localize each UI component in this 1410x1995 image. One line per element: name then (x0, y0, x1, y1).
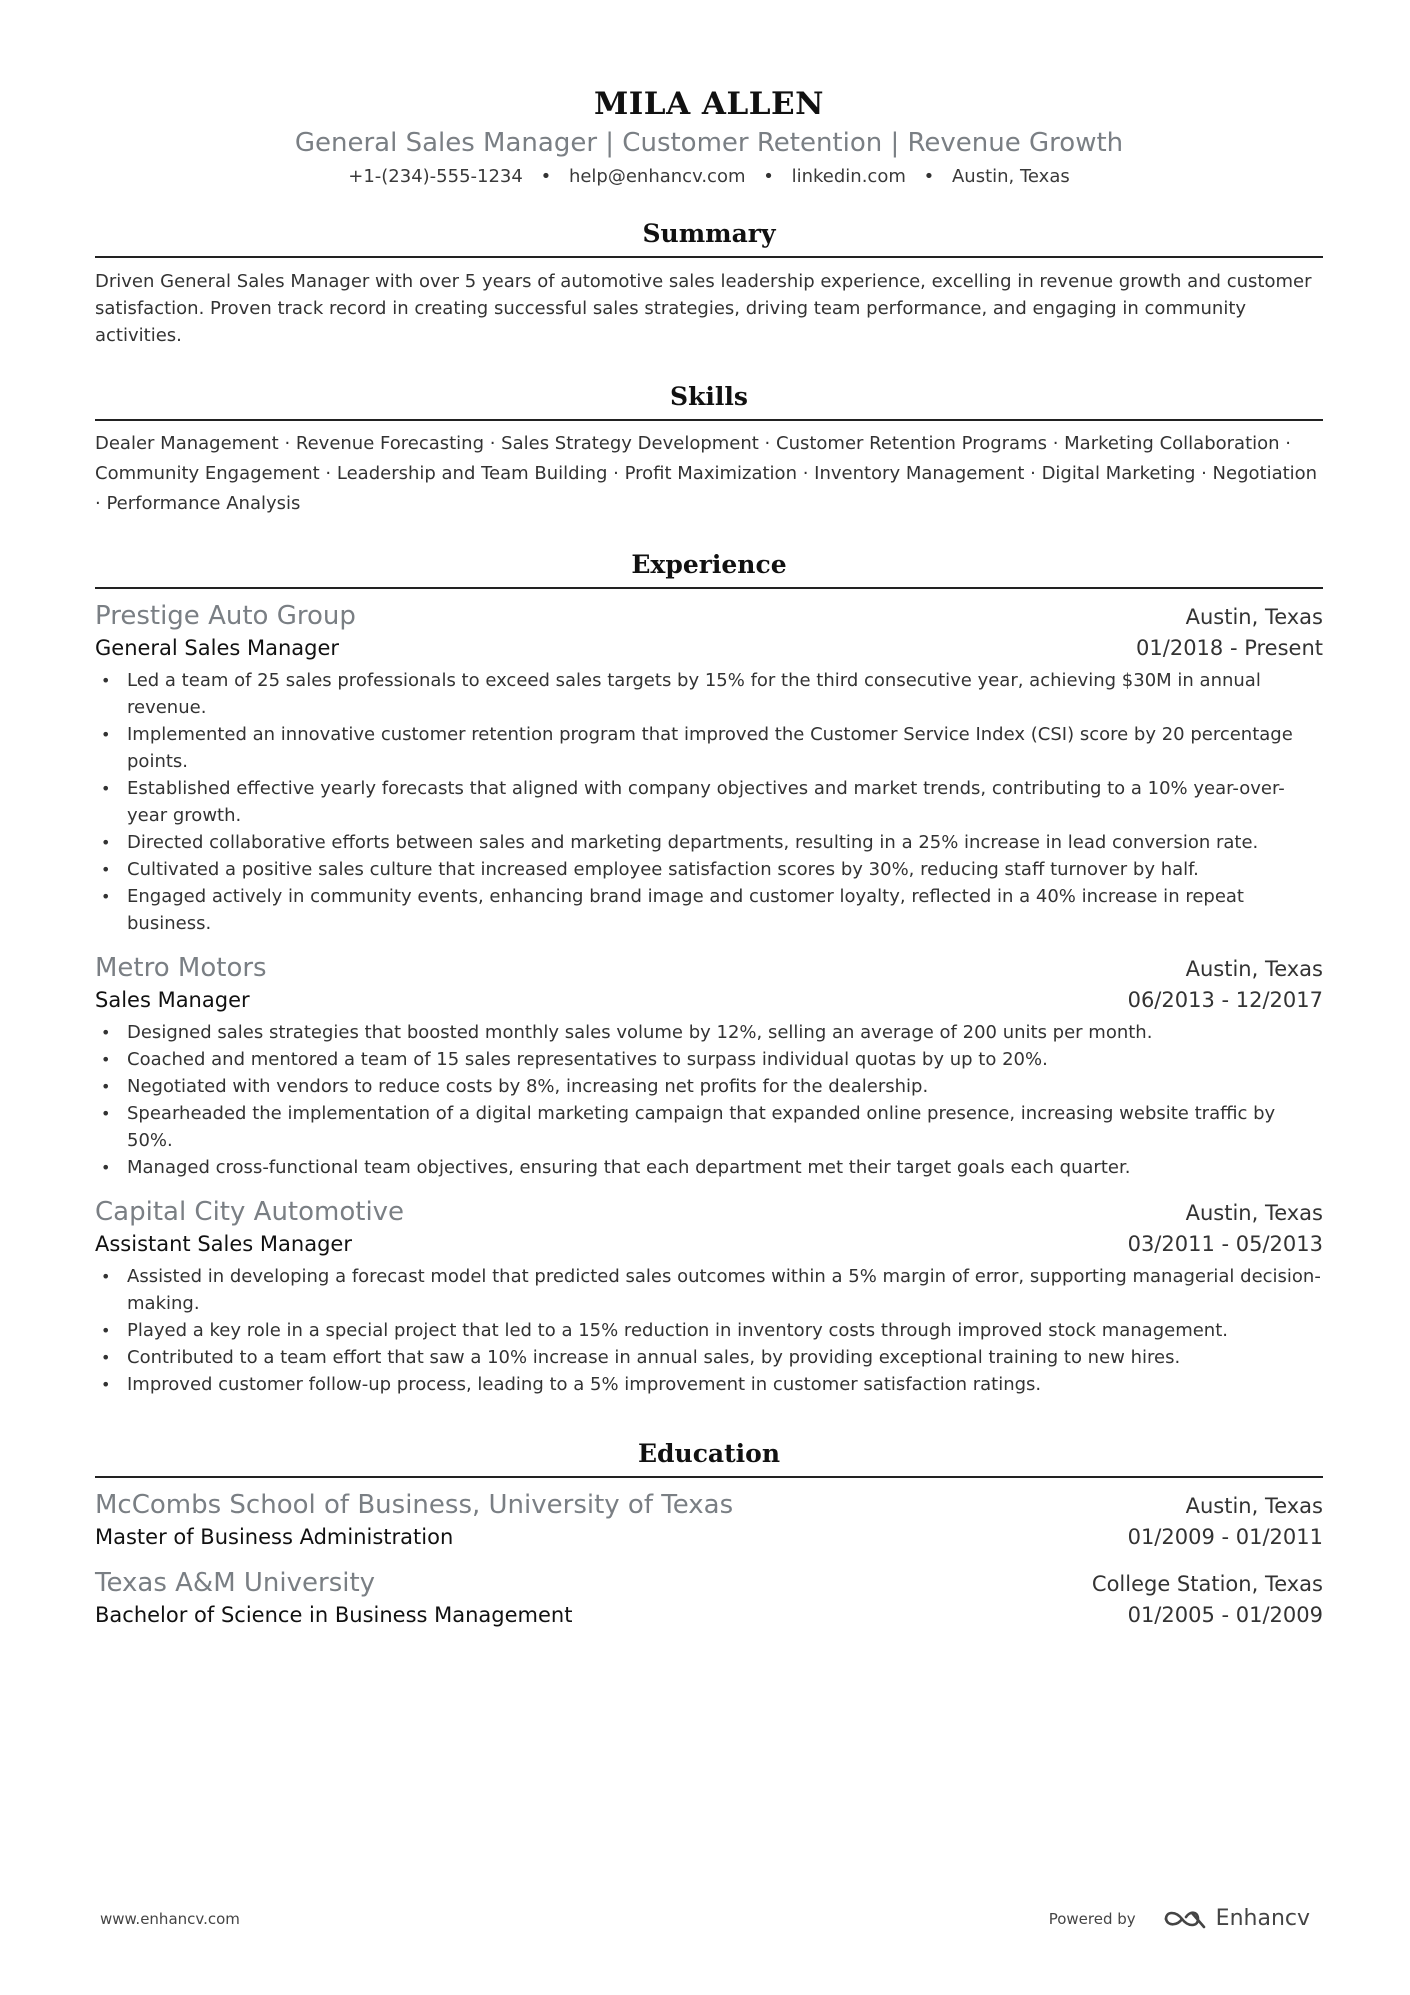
list-item: • Established effective yearly forecasts that aligned with company objectives and market trends, contributing to a 10% year-over-year growth. (95, 775, 1323, 829)
list-item: • Implemented an innovative customer retention program that improved the Customer Service Index (CSI) score by 20 percentage points. (95, 721, 1323, 775)
education-dates: 01/2009 - 01/2011 (1127, 1525, 1323, 1549)
degree: Bachelor of Science in Business Management (95, 1603, 573, 1627)
job-dates: 06/2013 - 12/2017 (1127, 988, 1323, 1012)
brand-name: Enhancv (1215, 1906, 1310, 1931)
skills-list: Dealer Management · Revenue Forecasting · Sales Strategy Development · Customer Retention Programs · Marketing Collaboration · Community Engagement · Leadership and Team Building · Profit Maximization · Inventory Management · Digital Marketing · Negotiation · Performance Analysis (95, 433, 1318, 514)
job-location: Austin, Texas (1185, 1201, 1323, 1225)
page-footer (100, 1906, 1310, 1931)
list-item: • Contributed to a team effort that saw a 10% increase in annual sales, by providing exceptional training to new hires. (95, 1344, 1323, 1371)
job-title: Assistant Sales Manager (95, 1232, 352, 1256)
list-item: • Led a team of 25 sales professionals to exceed sales targets by 15% for the third consecutive year, achieving $30M in annual revenue. (95, 667, 1323, 721)
list-item: • Played a key role in a special project that led to a 15% reduction in inventory costs through improved stock management. (95, 1317, 1323, 1344)
enhancv-brand[interactable] (1162, 1906, 1310, 1931)
list-item: • Cultivated a positive sales culture that increased employee satisfaction scores by 30%, reducing staff turnover by half. (95, 856, 1323, 883)
job-title: Sales Manager (95, 988, 250, 1012)
school-location: Austin, Texas (1185, 1494, 1323, 1518)
powered-by (1049, 1906, 1310, 1931)
experience-entry (95, 599, 1323, 937)
education-entry (95, 1566, 1323, 1630)
degree: Master of Business Administration (95, 1525, 454, 1549)
list-item: • Assisted in developing a forecast model that predicted sales outcomes within a 5% margin of error, supporting managerial decision-making. (95, 1263, 1323, 1317)
school-location: College Station, Texas (1091, 1572, 1323, 1596)
company-name: Capital City Automotive (95, 1197, 405, 1227)
resume-page (95, 0, 1323, 1630)
job-location: Austin, Texas (1185, 957, 1323, 981)
job-dates: 01/2018 - Present (1136, 636, 1323, 660)
website-link[interactable]: www.enhancv.com (100, 1909, 240, 1928)
job-location: Austin, Texas (1185, 605, 1323, 629)
contact-separator: • (540, 166, 552, 187)
list-item: • Negotiated with vendors to reduce costs by 8%, increasing net profits for the dealership. (95, 1073, 1323, 1100)
candidate-headline: General Sales Manager | Customer Retention | Revenue Growth (294, 128, 1124, 158)
linkedin-link[interactable]: linkedin.com (791, 166, 906, 187)
job-title: General Sales Manager (95, 636, 340, 660)
summary-section (95, 216, 1323, 349)
contact-separator: • (763, 166, 774, 187)
education-section (95, 1436, 1323, 1630)
phone-number: +1-(234)-555-1234 (348, 166, 523, 187)
experience-entry (95, 951, 1323, 1181)
skills-title: Skills (95, 379, 1323, 421)
list-item: • Improved customer follow-up process, leading to a 5% improvement in customer satisfaction ratings. (95, 1371, 1323, 1398)
resume-header (95, 0, 1323, 190)
job-bullets (95, 1019, 1323, 1181)
list-item: • Managed cross-functional team objectives, ensuring that each department met their target goals each quarter. (95, 1154, 1323, 1181)
education-dates: 01/2005 - 01/2009 (1127, 1603, 1323, 1627)
job-bullets (95, 1263, 1323, 1398)
company-name: Prestige Auto Group (95, 601, 356, 631)
summary-text: Driven General Sales Manager with over 5 years of automotive sales leadership experience, excelling in revenue growth and customer satisfaction. Proven track record in creating successful sales strategies, driving team performance, and engaging in community activities. (95, 271, 1312, 346)
skills-section (95, 379, 1323, 519)
contact-separator: • (923, 166, 935, 187)
education-title: Education (95, 1436, 1323, 1478)
school-name: Texas A&M University (95, 1568, 376, 1598)
candidate-name: MILA ALLEN (593, 86, 825, 122)
job-bullets (95, 667, 1323, 937)
list-item: • Coached and mentored a team of 15 sales representatives to surpass individual quotas by up to 20%. (95, 1046, 1323, 1073)
school-name: McCombs School of Business, University of Texas (95, 1490, 734, 1520)
list-item: • Designed sales strategies that boosted monthly sales volume by 12%, selling an average of 200 units per month. (95, 1019, 1323, 1046)
list-item: • Directed collaborative efforts between sales and marketing departments, resulting in a 25% increase in lead conversion rate. (95, 829, 1323, 856)
list-item: • Spearheaded the implementation of a digital marketing campaign that expanded online presence, increasing website traffic by 50%. (95, 1100, 1323, 1154)
powered-by-label: Powered by (1048, 1909, 1136, 1928)
location: Austin, Texas (951, 166, 1070, 187)
experience-title: Experience (95, 547, 1323, 589)
experience-section (95, 547, 1323, 1398)
summary-title: Summary (95, 216, 1323, 258)
company-name: Metro Motors (95, 953, 267, 983)
contact-info (95, 164, 1323, 190)
email-address[interactable]: help@enhancv.com (568, 166, 746, 187)
list-item: • Engaged actively in community events, enhancing brand image and customer loyalty, reflected in a 40% increase in repeat business. (95, 883, 1323, 937)
job-dates: 03/2011 - 05/2013 (1127, 1232, 1323, 1256)
education-entry (95, 1488, 1323, 1552)
experience-entry (95, 1195, 1323, 1398)
enhancv-logo-icon (1162, 1907, 1208, 1931)
